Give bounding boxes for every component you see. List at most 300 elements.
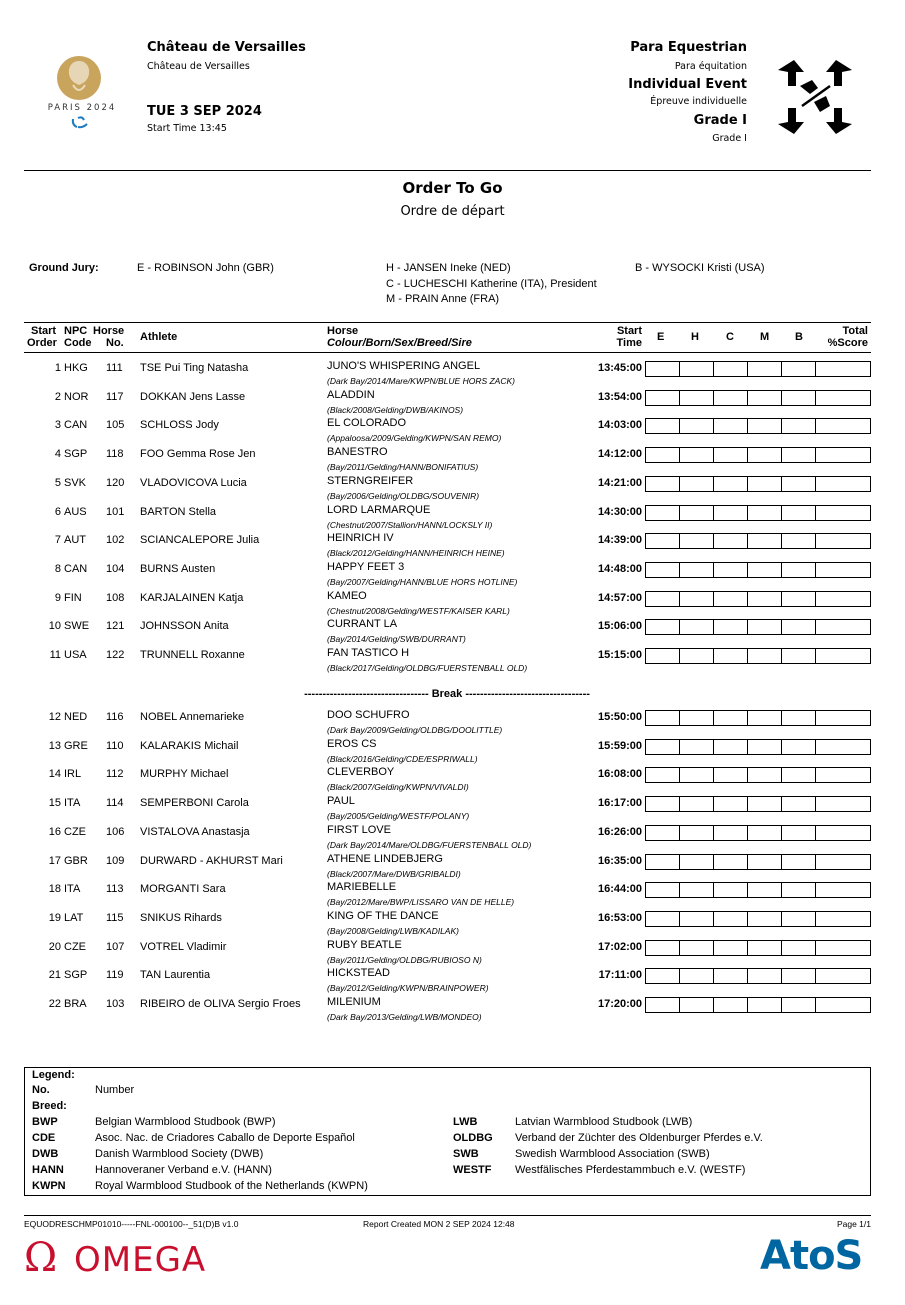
score-boxes — [645, 854, 871, 870]
score-box-total — [815, 739, 871, 755]
score-box-m — [747, 997, 782, 1013]
score-box-b — [781, 767, 816, 783]
score-box-b — [781, 390, 816, 406]
score-box-m — [747, 825, 782, 841]
score-box-c — [713, 418, 748, 434]
score-boxes — [645, 940, 871, 956]
row-npc: NOR — [64, 391, 89, 403]
legend-code: LWB — [453, 1116, 478, 1128]
row-horse-details: (Bay/2012/Gelding/KWPN/BRAINPOWER) — [327, 983, 489, 993]
legend-code: OLDBG — [453, 1132, 493, 1144]
row-npc: ITA — [64, 797, 81, 809]
score-boxes — [645, 418, 871, 434]
event-date: TUE 3 SEP 2024 — [147, 104, 262, 119]
row-order: 22 — [48, 998, 61, 1010]
row-order: 11 — [49, 649, 61, 661]
row-npc: FIN — [64, 592, 82, 604]
row-athlete: SCHLOSS Jody — [140, 419, 219, 431]
row-horse: MARIEBELLE — [327, 881, 397, 893]
row-horse: HEINRICH IV — [327, 532, 394, 544]
row-horse: EL COLORADO — [327, 417, 407, 429]
score-box-e — [645, 505, 680, 521]
paris-medal-icon — [56, 55, 102, 101]
row-npc: BRA — [64, 998, 87, 1010]
row-start-time: 15:59:00 — [597, 740, 642, 752]
page-number: Page 1/1 — [836, 1219, 871, 1229]
row-order: 3 — [54, 419, 61, 431]
row-horse: CLEVERBOY — [327, 766, 395, 778]
score-boxes — [645, 825, 871, 841]
row-order: 8 — [54, 563, 61, 575]
row-athlete: KALARAKIS Michail — [140, 740, 239, 752]
row-horse-details: (Bay/2011/Gelding/OLDBG/RUBIOSO N) — [327, 955, 482, 965]
score-box-b — [781, 940, 816, 956]
judge-h: H - JANSEN Ineke (NED) — [386, 262, 511, 274]
row-npc: SGP — [64, 969, 88, 981]
score-box-m — [747, 739, 782, 755]
score-box-b — [781, 418, 816, 434]
legend-text: Swedish Warmblood Association (SWB) — [515, 1148, 710, 1160]
judge-e: E - ROBINSON John (GBR) — [137, 262, 274, 274]
venue-subtitle: Château de Versailles — [147, 61, 250, 72]
score-box-c — [713, 648, 748, 664]
para-equestrian-pictogram-icon — [774, 56, 856, 138]
score-boxes — [645, 710, 871, 726]
score-boxes — [645, 591, 871, 607]
score-box-e — [645, 710, 680, 726]
score-box-e — [645, 854, 680, 870]
row-start-time: 15:50:00 — [597, 711, 642, 723]
row-start-time: 16:35:00 — [597, 855, 642, 867]
col-start-order-1: Start — [31, 325, 57, 337]
col-horse-no-2: No. — [106, 337, 124, 349]
col-start-time-2: Time — [616, 337, 642, 349]
score-box-e — [645, 619, 680, 635]
row-athlete: NOBEL Annemarieke — [140, 711, 245, 723]
omega-wordmark: OMEGA — [74, 1240, 207, 1280]
score-box-total — [815, 997, 871, 1013]
header-divider — [24, 170, 871, 171]
row-order: 7 — [54, 534, 61, 546]
score-box-h — [679, 940, 714, 956]
score-box-c — [713, 796, 748, 812]
row-horse-details: (Bay/2012/Mare/BWP/LISSARO VAN DE HELLE) — [327, 897, 515, 907]
row-start-time: 14:48:00 — [597, 563, 642, 575]
score-box-c — [713, 997, 748, 1013]
legend-text: Asoc. Nac. de Criadores Caballo de Deporte Español — [95, 1132, 355, 1144]
score-box-m — [747, 361, 782, 377]
score-box-h — [679, 968, 714, 984]
row-order: 2 — [54, 391, 61, 403]
judge-m: M - PRAIN Anne (FRA) — [386, 293, 500, 305]
score-box-m — [747, 447, 782, 463]
report-created: Report Created MON 2 SEP 2024 12:48 — [363, 1219, 515, 1229]
score-box-c — [713, 562, 748, 578]
score-box-total — [815, 591, 871, 607]
legend-code: DWB — [32, 1148, 59, 1160]
legend-code: CDE — [32, 1132, 56, 1144]
score-box-total — [815, 968, 871, 984]
row-start-time: 13:45:00 — [597, 362, 642, 374]
row-horse: STERNGREIFER — [327, 475, 414, 487]
score-box-total — [815, 882, 871, 898]
legend-code: WESTF — [453, 1164, 492, 1176]
row-athlete: DURWARD - AKHURST Mari — [140, 855, 283, 867]
score-box-total — [815, 911, 871, 927]
col-total-2: %Score — [827, 337, 868, 349]
row-horse-no: 113 — [106, 883, 124, 895]
row-horse-no: 114 — [106, 797, 124, 809]
row-npc: SVK — [64, 477, 87, 489]
score-box-h — [679, 997, 714, 1013]
score-box-e — [645, 911, 680, 927]
row-horse-details: (Appaloosa/2009/Gelding/KWPN/SAN REMO) — [327, 433, 502, 443]
score-box-h — [679, 648, 714, 664]
row-horse: FAN TASTICO H — [327, 647, 410, 659]
score-box-e — [645, 390, 680, 406]
row-npc: AUT — [64, 534, 86, 546]
score-box-h — [679, 825, 714, 841]
row-horse-details: (Black/2007/Mare/DWB/GRIBALDI) — [327, 869, 461, 879]
row-horse-no: 109 — [106, 855, 125, 867]
row-horse: KING OF THE DANCE — [327, 910, 439, 922]
col-judge-b: B — [795, 331, 803, 343]
score-box-m — [747, 390, 782, 406]
row-horse-no: 120 — [106, 477, 125, 489]
score-box-m — [747, 562, 782, 578]
row-npc: USA — [64, 649, 87, 661]
row-athlete: BURNS Austen — [140, 563, 216, 575]
score-box-total — [815, 619, 871, 635]
score-box-e — [645, 447, 680, 463]
row-horse: JUNO'S WHISPERING ANGEL — [327, 360, 481, 372]
score-box-b — [781, 533, 816, 549]
sport-subtitle: Para équitation — [674, 61, 747, 72]
row-horse-no: 101 — [106, 506, 125, 518]
score-box-total — [815, 562, 871, 578]
legend-text: Westfälisches Pferdestammbuch e.V. (WESTF) — [515, 1164, 746, 1176]
score-box-c — [713, 361, 748, 377]
event-title: Individual Event — [628, 77, 747, 92]
score-box-b — [781, 710, 816, 726]
score-box-b — [781, 591, 816, 607]
score-box-b — [781, 854, 816, 870]
row-start-time: 17:11:00 — [598, 969, 642, 981]
score-box-h — [679, 767, 714, 783]
row-start-time: 14:12:00 — [597, 448, 642, 460]
row-order: 14 — [48, 768, 61, 780]
score-box-c — [713, 739, 748, 755]
table-header-top-line — [24, 322, 871, 323]
score-box-b — [781, 648, 816, 664]
score-box-h — [679, 533, 714, 549]
col-judge-h: H — [691, 331, 699, 343]
score-box-total — [815, 476, 871, 492]
sport-title: Para Equestrian — [630, 40, 747, 55]
score-box-total — [815, 854, 871, 870]
row-npc: NED — [64, 711, 88, 723]
score-box-e — [645, 968, 680, 984]
score-box-c — [713, 882, 748, 898]
col-judge-c: C — [726, 331, 734, 343]
row-horse-no: 121 — [106, 620, 125, 632]
row-horse-details: (Black/2017/Gelding/OLDBG/FUERSTENBALL OLD) — [327, 663, 528, 673]
score-box-m — [747, 418, 782, 434]
score-box-total — [815, 361, 871, 377]
score-boxes — [645, 390, 871, 406]
row-horse-no: 111 — [106, 362, 123, 374]
row-horse-no: 122 — [106, 649, 125, 661]
col-npc-2: Code — [64, 337, 92, 349]
row-horse-details: (Bay/2006/Gelding/OLDBG/SOUVENIR) — [327, 491, 480, 501]
legend-text: Royal Warmblood Studbook of the Netherlands (KWPN) — [95, 1180, 368, 1192]
document-subtitle: Ordre de départ — [400, 204, 505, 219]
score-boxes — [645, 476, 871, 492]
score-box-total — [815, 390, 871, 406]
score-box-c — [713, 390, 748, 406]
row-order: 18 — [48, 883, 61, 895]
col-start-time-1: Start — [616, 325, 642, 337]
row-start-time: 17:20:00 — [597, 998, 642, 1010]
row-npc: CAN — [64, 563, 88, 575]
row-horse: LORD LARMARQUE — [327, 504, 431, 516]
score-box-b — [781, 562, 816, 578]
score-box-h — [679, 361, 714, 377]
row-start-time: 14:57:00 — [597, 592, 642, 604]
row-npc: HKG — [64, 362, 88, 374]
score-box-e — [645, 361, 680, 377]
row-horse-details: (Dark Bay/2013/Gelding/LWB/MONDEO) — [327, 1012, 482, 1022]
row-horse: BANESTRO — [327, 446, 388, 458]
score-box-b — [781, 505, 816, 521]
score-box-m — [747, 505, 782, 521]
row-npc: ITA — [64, 883, 81, 895]
document-title: Order To Go — [402, 179, 503, 197]
score-box-h — [679, 739, 714, 755]
score-boxes — [645, 619, 871, 635]
score-box-e — [645, 533, 680, 549]
score-box-h — [679, 418, 714, 434]
score-box-total — [815, 418, 871, 434]
row-horse: CURRANT LA — [327, 618, 398, 630]
score-box-c — [713, 447, 748, 463]
row-npc: GBR — [64, 855, 88, 867]
row-horse-details: (Bay/2014/Gelding/SWB/DURRANT) — [327, 634, 466, 644]
score-box-m — [747, 796, 782, 812]
row-start-time: 15:15:00 — [597, 649, 642, 661]
row-npc: CZE — [64, 826, 86, 838]
row-horse-no: 119 — [106, 969, 124, 981]
row-horse-details: (Chestnut/2008/Gelding/WESTF/KAISER KARL) — [327, 606, 510, 616]
score-boxes — [645, 968, 871, 984]
row-horse-details: (Black/2012/Gelding/HANN/HEINRICH HEINE) — [327, 548, 505, 558]
row-order: 16 — [48, 826, 61, 838]
score-boxes — [645, 997, 871, 1013]
row-order: 20 — [48, 941, 61, 953]
games-wordmark: PARIS 2024 — [47, 103, 117, 113]
row-horse-no: 105 — [106, 419, 125, 431]
score-boxes — [645, 911, 871, 927]
score-box-m — [747, 882, 782, 898]
score-box-c — [713, 619, 748, 635]
score-box-b — [781, 619, 816, 635]
col-judge-m: M — [760, 331, 770, 343]
row-athlete: SEMPERBONI Carola — [140, 797, 249, 809]
score-boxes — [645, 796, 871, 812]
score-boxes — [645, 562, 871, 578]
row-athlete: FOO Gemma Rose Jen — [140, 448, 256, 460]
row-start-time: 14:21:00 — [597, 477, 642, 489]
row-start-time: 16:08:00 — [597, 768, 642, 780]
row-horse: HAPPY FEET 3 — [327, 561, 405, 573]
row-order: 13 — [48, 740, 61, 752]
row-horse-details: (Dark Bay/2014/Mare/KWPN/BLUE HORS ZACK) — [327, 376, 515, 386]
score-box-e — [645, 882, 680, 898]
doc-code: EQUODRESCHMP01010-----FNL-000100--_51(D)B v1.0 — [24, 1219, 239, 1229]
score-box-total — [815, 648, 871, 664]
row-start-time: 14:39:00 — [597, 534, 642, 546]
start-time: Start Time 13:45 — [147, 123, 227, 134]
score-box-m — [747, 591, 782, 607]
col-horse-1: Horse — [327, 325, 359, 337]
row-horse-no: 118 — [106, 448, 124, 460]
row-horse: KAMEO — [327, 590, 367, 602]
agitos-icon — [70, 115, 90, 129]
col-horse-2: Colour/Born/Sex/Breed/Sire — [327, 337, 472, 349]
row-horse-details: (Dark Bay/2009/Gelding/OLDBG/DOOLITTLE) — [327, 725, 503, 735]
row-horse: FIRST LOVE — [327, 824, 391, 836]
row-order: 1 — [54, 362, 61, 374]
score-box-h — [679, 447, 714, 463]
row-athlete: TAN Laurentia — [140, 969, 211, 981]
row-horse-details: (Bay/2005/Gelding/WESTF/POLANY) — [327, 811, 470, 821]
row-horse-no: 103 — [106, 998, 125, 1010]
legend-title: Legend: — [32, 1069, 75, 1081]
row-start-time: 16:17:00 — [597, 797, 642, 809]
score-box-total — [815, 940, 871, 956]
row-athlete: BARTON Stella — [140, 506, 217, 518]
score-box-e — [645, 562, 680, 578]
score-box-c — [713, 968, 748, 984]
score-box-c — [713, 591, 748, 607]
legend-text: Hannoveraner Verband e.V. (HANN) — [95, 1164, 272, 1176]
row-horse-no: 112 — [106, 768, 124, 780]
row-athlete: MORGANTI Sara — [140, 883, 226, 895]
row-start-time: 16:44:00 — [597, 883, 642, 895]
row-order: 12 — [48, 711, 61, 723]
footer-divider — [24, 1215, 871, 1216]
col-athlete: Athlete — [140, 331, 178, 343]
col-total-1: Total — [842, 325, 868, 337]
row-athlete: SNIKUS Rihards — [140, 912, 222, 924]
score-box-h — [679, 390, 714, 406]
judge-c: C - LUCHESCHI Katherine (ITA), President — [386, 278, 597, 290]
row-horse-details: (Bay/2008/Gelding/LWB/KADILAK) — [327, 926, 459, 936]
legend-text: Belgian Warmblood Studbook (BWP) — [95, 1116, 276, 1128]
row-order: 15 — [48, 797, 61, 809]
row-order: 17 — [48, 855, 61, 867]
row-npc: SGP — [64, 448, 88, 460]
score-box-b — [781, 825, 816, 841]
score-box-h — [679, 911, 714, 927]
row-athlete: RIBEIRO de OLIVA Sergio Froes — [140, 998, 301, 1010]
score-box-c — [713, 767, 748, 783]
row-horse-details: (Black/2008/Gelding/DWB/AKINOS) — [327, 405, 464, 415]
ground-jury-label: Ground Jury: — [29, 262, 99, 274]
row-order: 19 — [48, 912, 61, 924]
score-box-m — [747, 710, 782, 726]
legend-text: Verband der Züchter des Oldenburger Pferdes e.V. — [515, 1132, 763, 1144]
score-box-h — [679, 796, 714, 812]
row-npc: SWE — [64, 620, 90, 632]
row-horse: PAUL — [327, 795, 355, 807]
row-npc: GRE — [64, 740, 88, 752]
row-order: 21 — [48, 969, 61, 981]
row-horse: ALADDIN — [327, 389, 375, 401]
score-box-b — [781, 361, 816, 377]
row-athlete: KARJALAINEN Katja — [140, 592, 244, 604]
score-box-b — [781, 882, 816, 898]
score-box-b — [781, 968, 816, 984]
atos-logo: AtoS — [760, 1233, 863, 1279]
row-horse: HICKSTEAD — [327, 967, 390, 979]
row-npc: IRL — [64, 768, 82, 780]
row-start-time: 13:54:00 — [597, 391, 642, 403]
score-box-c — [713, 911, 748, 927]
row-npc: CZE — [64, 941, 86, 953]
row-start-time: 16:26:00 — [597, 826, 642, 838]
score-box-c — [713, 825, 748, 841]
row-horse-no: 107 — [106, 941, 125, 953]
score-box-m — [747, 940, 782, 956]
score-box-m — [747, 533, 782, 549]
score-box-total — [815, 710, 871, 726]
score-box-c — [713, 505, 748, 521]
legend-code: BWP — [32, 1116, 58, 1128]
score-box-e — [645, 418, 680, 434]
row-npc: LAT — [64, 912, 84, 924]
row-horse-no: 104 — [106, 563, 125, 575]
row-order: 4 — [54, 448, 61, 460]
legend-no-code: No. — [32, 1084, 50, 1096]
row-order: 6 — [54, 506, 61, 518]
row-start-time: 17:02:00 — [597, 941, 642, 953]
row-start-time: 15:06:00 — [597, 620, 642, 632]
row-athlete: TRUNNELL Roxanne — [140, 649, 245, 661]
legend-text: Danish Warmblood Society (DWB) — [95, 1148, 264, 1160]
row-horse: EROS CS — [327, 738, 377, 750]
score-boxes — [645, 533, 871, 549]
row-order: 9 — [54, 592, 61, 604]
score-box-total — [815, 505, 871, 521]
row-horse-details: (Black/2007/Gelding/KWPN/VIVALDI) — [327, 782, 469, 792]
row-horse: MILENIUM — [327, 996, 381, 1008]
row-athlete: JOHNSSON Anita — [140, 620, 229, 632]
score-box-c — [713, 710, 748, 726]
score-box-c — [713, 854, 748, 870]
score-box-b — [781, 796, 816, 812]
col-start-order-2: Order — [27, 337, 57, 349]
legend-code: SWB — [453, 1148, 479, 1160]
score-box-b — [781, 739, 816, 755]
row-order: 5 — [54, 477, 61, 489]
score-box-h — [679, 854, 714, 870]
row-horse-no: 106 — [106, 826, 125, 838]
row-horse: ATHENE LINDEBJERG — [327, 853, 443, 865]
row-horse-no: 117 — [106, 391, 124, 403]
score-box-h — [679, 591, 714, 607]
row-horse-details: (Black/2016/Gelding/CDE/ESPRIWALL) — [327, 754, 478, 764]
